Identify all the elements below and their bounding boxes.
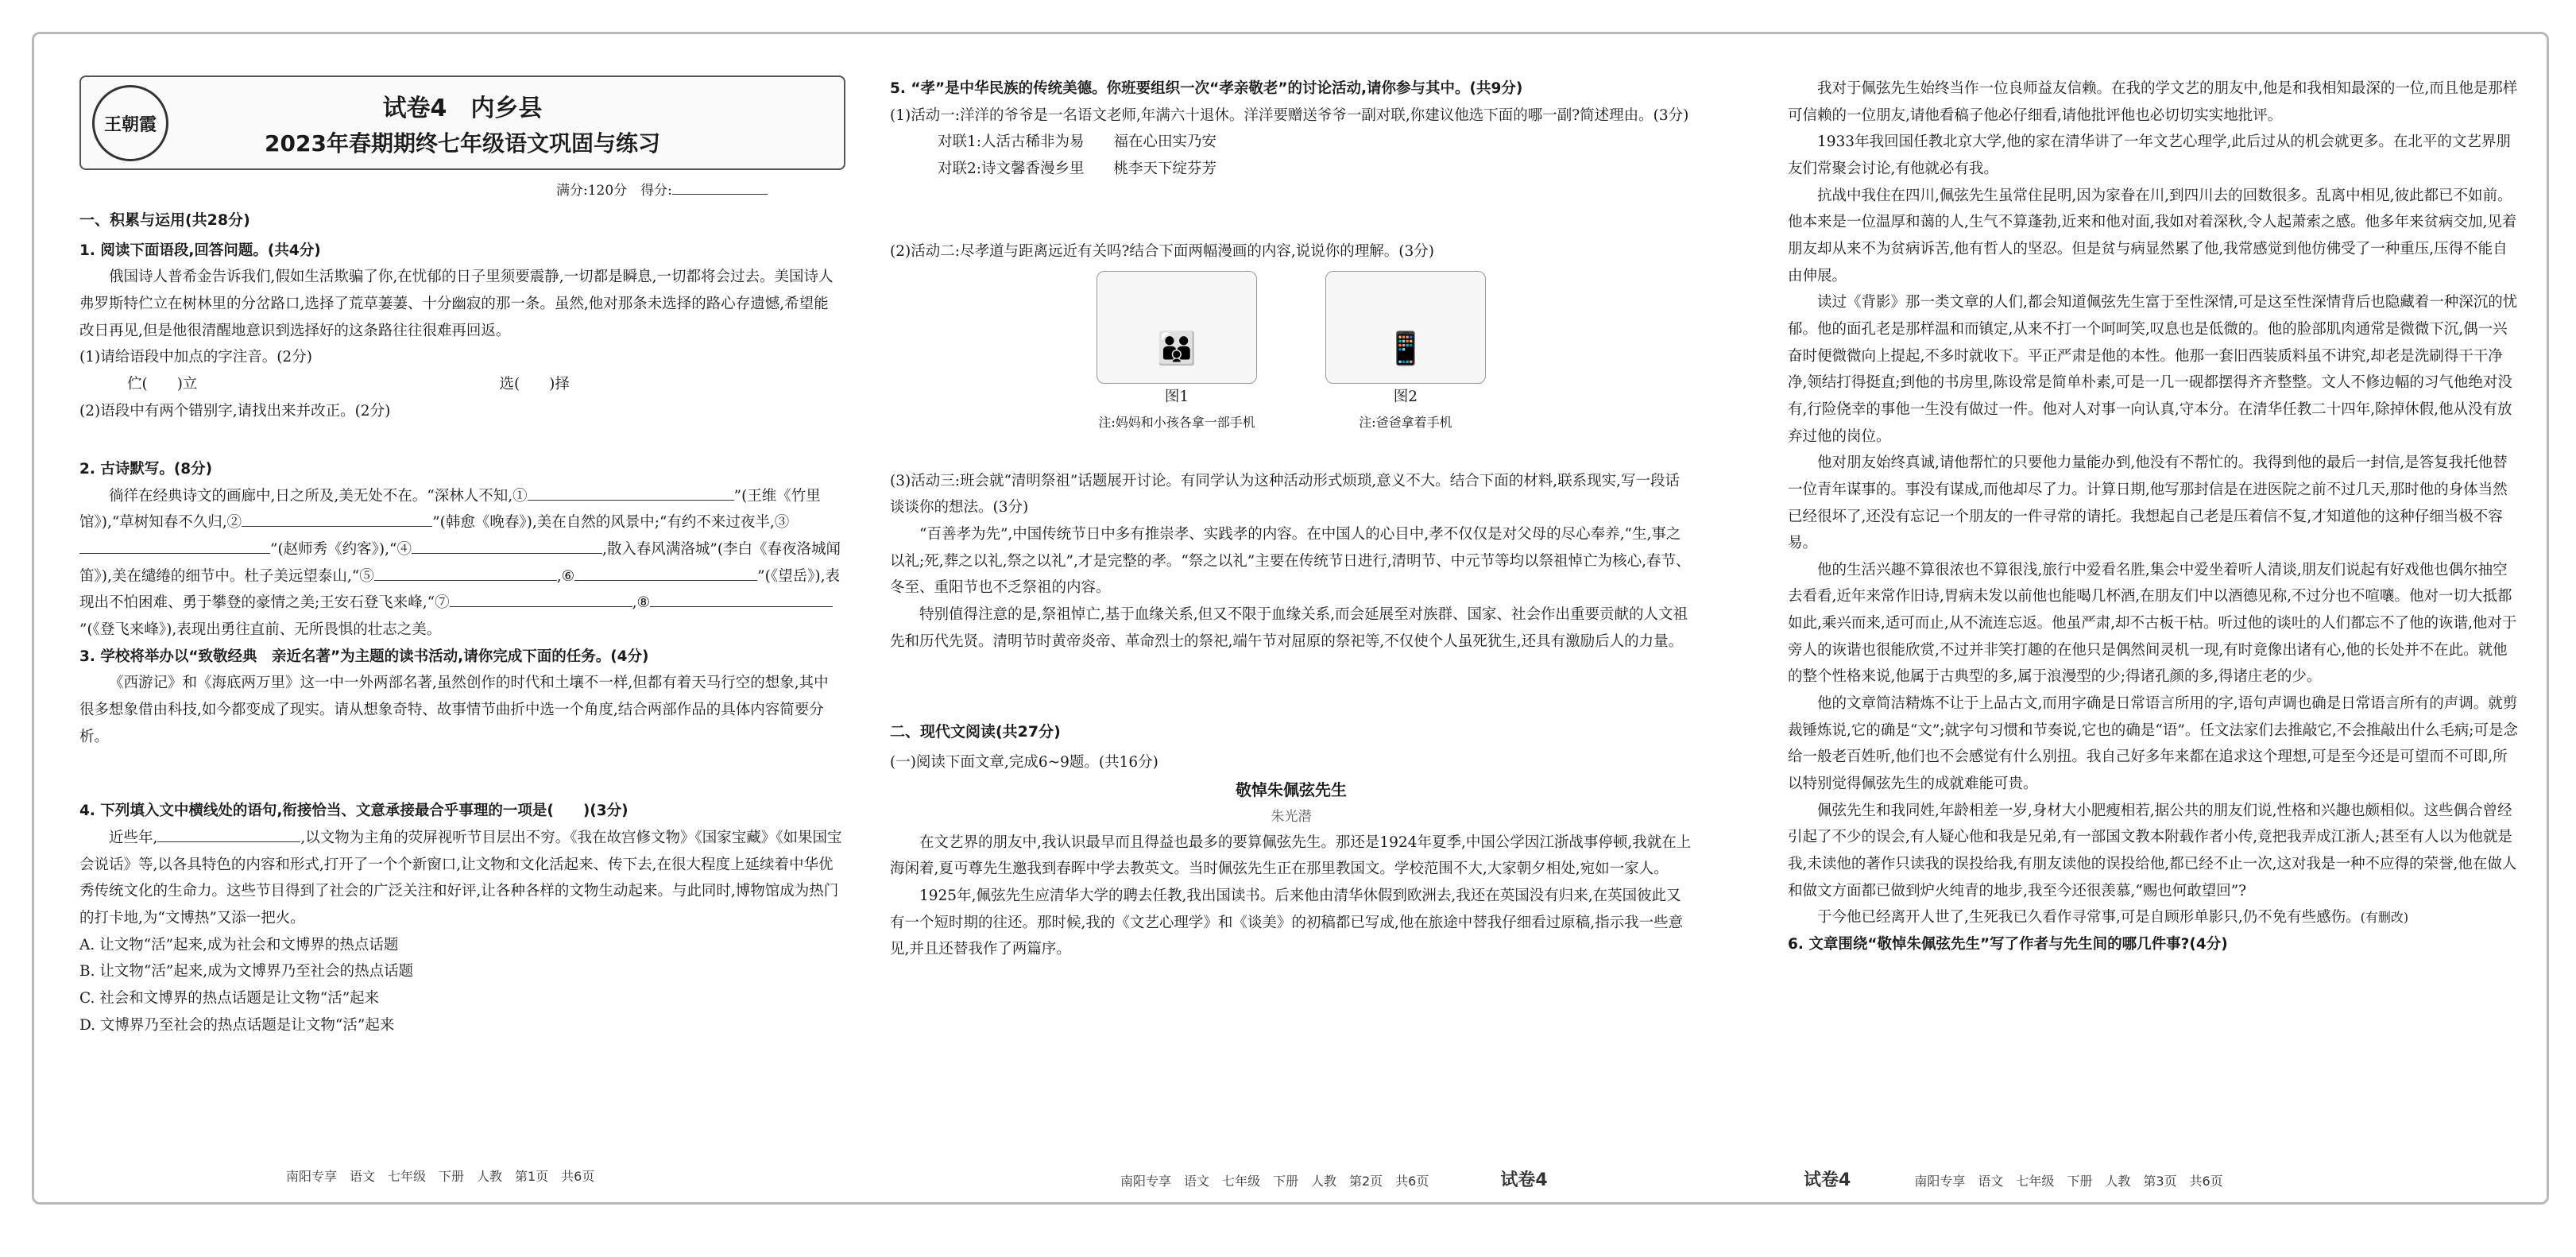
fig-1-caption: 图1 [1164, 389, 1189, 406]
question-3: 3. 学校将举办以“致敬经典 亲近名著”为主题的读书活动,请你完成下面的任务。(4分) [79, 648, 649, 665]
footer-page-3: 试卷4 南阳专享 语文 七年级 下册 人教 第3页 共6页 [1804, 1170, 2223, 1190]
fig-2-caption: 图2 [1393, 389, 1418, 406]
poem-fill: 徜徉在经典诗文的画廊中,日之所及,美无处不在。“深林人不知,① ”(王维《竹里馆》),“草树知春不久归,② ”(韩愈《晚春》),美在自然的风景中;“有约不来过夜半,③”(赵师秀《约客》),“④ ,散入春风满洛城”(李白《春夜洛城闻笛》),美在缱绻的细节中。杜子美远望泰山,“⑤ ,⑥ ”(《望岳》),表现出不怕困难、勇于攀登的豪情之美;王安石登飞来峰,“⑦ ,⑧”(《登飞来峰》),表现出勇往直前、无所畏惧的壮志之美。 [79, 483, 842, 644]
question-6: 6. 文章围绕“敬悼朱佩弦先生”写了作者与先生间的哪几件事?(4分) [1788, 936, 2228, 953]
article-paragraph: 他的文章简洁精炼不让于上品古文,而用字确是日常语言所用的字,语句声调也确是日常语言所有的声调。就剪裁锤炼说,它的确是“文”;就字句习惯和节奏说,它也的确是“语”。任文法家们去推敲它,不会推敲出什么毛病;可是念给一般老百姓听,他们也不会感觉有什么别扭。我自己好多年来都在追求这个理想,可是至今还是可望而不可即,所以特别觉得佩弦先生的成就难能可贵。 [1788, 695, 2518, 793]
comic-1 [1065, 271, 1289, 434]
article-paragraph: 在文艺界的朋友中,我认识最早而且得益也最多的要算佩弦先生。那还是1924年夏季,中国公学因江浙战事停顿,我就在上海闲着,夏丏尊先生邀我到春晖中学去教英文。当时佩弦先生正在那里教国文。学校范围不大,大家朝夕相处,宛如一家人。 [890, 833, 1692, 878]
article-title: 敬悼朱佩弦先生 [1236, 780, 1347, 800]
article-paragraph: 佩弦先生和我同姓,年龄相差一岁,身材大小肥瘦相若,据公共的朋友们说,性格和兴趣也颇相似。这些偶合曾经引起了不少的误会,有人疑心他和我是兄弟,有一部国文教本附载作者小传,竟把我弄成江浙人;甚至有人以为他就是我,未读他的著作只读我的误投给我,有朋友读他的误投给他,都已经不止一次,这对我是一种不应得的荣誉,他在做人和做文方面都已做到炉火纯青的地步,我至今还很羡慕,“赐也何敢望回”? [1788, 802, 2517, 899]
option-b: B. 让文物“活”起来,成为文博界乃至社会的热点话题 [79, 963, 414, 980]
comic-family-phones-icon: 👪 [1097, 271, 1257, 384]
article-paragraph: 他的生活兴趣不算很浓也不算很浅,旅行中爱看名胜,集会中爱坐着听人清谈,朋友们说起有好戏他也偶尔抽空去看看,近年来常作旧诗,胃病未发以前他也能喝几杯酒,在朋友们中以酒德见称,不过分也不喧嚷。他对一切大抵都如此,乘兴而来,适可而止,从不流连忘返。他虽严肃,却不古板干枯。听过他的谈吐的人们都忘不了他的诙谐,他对于旁人的诙谐也很能欣赏,不过并非笑打趣的在他只是偶然间灵机一现,有时竟像出诸有心,他的长处并不在此。就他的整个性格来说,他属于古典型的多,属于浪漫型的少;得诸孔颜的多,得诸庄老的少。 [1788, 561, 2517, 686]
title-box [79, 75, 845, 170]
passage: 俄国诗人普希金告诉我们,假如生活欺骗了你,在忧郁的日子里须要震静,一切都是瞬息,一切都将会过去。美国诗人弗罗斯特伫立在树林里的分岔路口,选择了荒草萋萋、十分幽寂的那一条。虽然,他对那条未选择的路心存遗憾,希望能改日再见,但是他很清醒地意识到选择好的这条路往往很难再回返。 [79, 269, 834, 339]
column-2 [890, 75, 1692, 1170]
question-4: 4. 下列填入文中横线处的语句,衔接恰当、文意承接最合乎事理的一项是( )(3分) [79, 803, 629, 820]
score-line: 满分:120分 得分: [556, 179, 768, 199]
footer-page-1: 南阳专享 语文 七年级 下册 人教 第1页 共6页 [286, 1169, 595, 1184]
article-author: 朱光潜 [1271, 808, 1312, 825]
sub-question: (1)活动一:洋洋的爷爷是一名语文老师,年满六十退休。洋洋要赠送爷爷一副对联,你建议他选下面的哪一副?简述理由。(3分) [890, 106, 1689, 124]
comic-father-phone-icon: 📱 [1325, 271, 1486, 384]
article-paragraph: 于今他已经离开人世了,生死我已久看作寻常事,可是自顾形单影只,仍不免有些感伤。(有删改) [1817, 909, 2409, 926]
fig-1-note: 注:妈妈和小孩各拿一部手机 [1098, 414, 1255, 430]
passage: 近些年, ,以文物为主角的荧屏视听节目层出不穷。《我在故宫修文物》《国家宝藏》《如果国宝会说话》等,以各具特色的内容和形式,打开了一个个新窗口,让文物和文化活起来、传下去,在很大程度上延续着中华优秀传统文化的生命力。这些节目得到了社会的广泛关注和好评,让各种各样的文物生动起来。与此同时,博物馆成为热门的打卡地,为“文博热”又添一把火。 [79, 825, 842, 932]
section-heading: 二、现代文阅读(共27分) [890, 723, 1061, 741]
pinyin-blanks: 伫( )立 选( )择 [127, 375, 570, 393]
option-c: C. 社会和文博界的热点话题是让文物“活”起来 [79, 989, 380, 1007]
comics [890, 271, 1692, 435]
material: 特别值得注意的是,祭祖悼亡,基于血缘关系,但又不限于血缘关系,而会延展至对族群、国家、社会作出重要贡献的人文祖先和历代先贤。清明节时黄帝炎帝、革命烈士的祭祀,端午节对屈原的祭祀等,不仅使个人虽死犹生,还具有激励后人的力量。 [890, 605, 1688, 650]
article-paragraph: 我对于佩弦先生始终当作一位良师益友信赖。在我的学文艺的朋友中,他是和我相知最深的一位,而且他是那样可信赖的一位朋友,请他看稿子他必仔细看,请他批评他也必切切实实地批评。 [1788, 80, 2518, 124]
reading-instruction: (一)阅读下面文章,完成6~9题。(共16分) [890, 753, 1158, 771]
sub-question: (2)语段中有两个错别字,请找出来并改正。(2分) [79, 402, 391, 420]
sub-question: (1)请给语段中加点的字注音。(2分) [79, 349, 312, 366]
couplet-2: 对联2:诗文馨香漫乡里 桃李天下绽芬芳 [938, 160, 1217, 177]
article-paragraph: 1933年我回国任教北京大学,他的家在清华讲了一年文艺心理学,此后过从的机会就更多。在北平的文艺界朋友们常聚会讨论,有他就必有我。 [1788, 133, 2511, 177]
article-paragraph: 读过《背影》那一类文章的人们,都会知道佩弦先生富于至性深情,可是这至性深情背后也隐藏着一种深沉的忧郁。他的面孔老是那样温和而镇定,从来不打一个呵呵笑,叹息也是低微的。他的脸部肌肉通常是微微下沉,偶一兴奋时便微微向上提起,不多时就收下。平正严肃是他的本性。他那一套旧西装质料虽不讲究,却老是洗刷得干干净净,领结打得挺直;到他的书房里,陈设常是简单朴素,可是一几一砚都摆得齐齐整整。文人不修边幅的习气他绝对没有,行险侥幸的事他一生没有做过一件。他对人对事一向认真,守本分。在清华任教二十四年,除掉休假,他从没有放弃过他的岗位。 [1788, 294, 2518, 445]
footer-page-2: 南阳专享 语文 七年级 下册 人教 第2页 共6页 试卷4 [1120, 1170, 1548, 1190]
question-2: 2. 古诗默写。(8分) [79, 461, 213, 478]
column-3 [1788, 75, 2519, 1170]
article-paragraph: 1925年,佩弦先生应清华大学的聘去任教,我出国读书。后来他由清华休假到欧洲去,我还在英国没有归来,在英国彼此又有一个短时期的往还。那时候,我的《文艺心理学》和《谈美》的初稿都已写成,他在旅途中替我仔细看过原稿,指示我一些意见,并且还替我作了两篇序。 [890, 888, 1684, 958]
comic-2 [1294, 271, 1518, 434]
section-heading: 一、积累与运用(共28分) [79, 211, 250, 229]
article-paragraph: 抗战中我住在四川,佩弦先生虽常住昆明,因为家眷在川,到四川去的回数很多。乱离中相见,彼此都已不如前。他本来是一位温厚和蔼的人,生气不算蓬勃,近来和他对面,我如对着深秋,令人起萧索之感。他多年来贫病交加,见着朋友却从来不为贫病诉苦,他有哲人的坚忍。但是贫与病显然累了他,我常感觉到他仿佛受了一种重压,压得不能自由伸展。 [1788, 187, 2517, 284]
article-paragraph: 他对朋友始终真诚,请他帮忙的只要他力量能办到,他没有不帮忙的。我得到他的最后一封信,是答复我托他替一位青年谋事的。事没有谋成,而他却尽了力。计算日期,他写那封信是在进医院之前不过几天,那时他的身体当然已经很坏了,还没有忘记一个朋友的一件寻常的请托。我想起自己老是压着信不复,才知道他的这种仔细当极不容易。 [1788, 454, 2508, 552]
fig-2-note: 注:爸爸拿着手机 [1359, 414, 1452, 430]
exam-title: 试卷4 内乡县 [382, 95, 543, 122]
column-1 [79, 199, 842, 1170]
question-5: 5. “孝”是中华民族的传统美德。你班要组织一次“孝亲敬老”的讨论活动,请你参与其中。(共9分) [890, 80, 1523, 97]
option-d: D. 文博界乃至社会的热点话题是让文物“活”起来 [79, 1016, 395, 1034]
logo: 王朝霞 [92, 85, 168, 161]
passage: 《西游记》和《海底两万里》这一中一外两部名著,虽然创作的时代和土壤不一样,但都有着天马行空的想象,其中很多想象借由科技,如今都变成了现实。请从想象奇特、故事情节曲折中选一个角度,结合两部作品的具体内容简要分析。 [79, 675, 829, 745]
exam-subtitle: 2023年春期期终七年级语文巩固与练习 [265, 130, 660, 157]
material: “百善孝为先”,中国传统节日中多有推崇孝、实践孝的内容。在中国人的心目中,孝不仅仅是对父母的尽心奉养,“生,事之以礼;死,葬之以礼,祭之以礼”,才是完整的孝。“祭之以礼”主要在传统节日进行,清明节、中元节等均以祭祖悼亡为核心,春节、冬至、重阳节也不乏祭祖的内容。 [890, 525, 1691, 597]
question-1: 1. 阅读下面语段,回答问题。(共4分) [79, 242, 321, 259]
couplet-1: 对联1:人活古稀非为易 福在心田实乃安 [938, 133, 1217, 151]
sub-question: (2)活动二:尽孝道与距离远近有关吗?结合下面两幅漫画的内容,说说你的理解。(3分) [890, 242, 1434, 260]
sub-question: (3)活动三:班会就“清明祭祖”话题展开讨论。有同学认为这种活动形式烦琐,意义不大。结合下面的材料,联系现实,写一段话谈谈你的想法。(3分) [890, 472, 1681, 516]
option-a: A. 让文物“活”起来,成为社会和文博界的热点话题 [79, 936, 399, 953]
